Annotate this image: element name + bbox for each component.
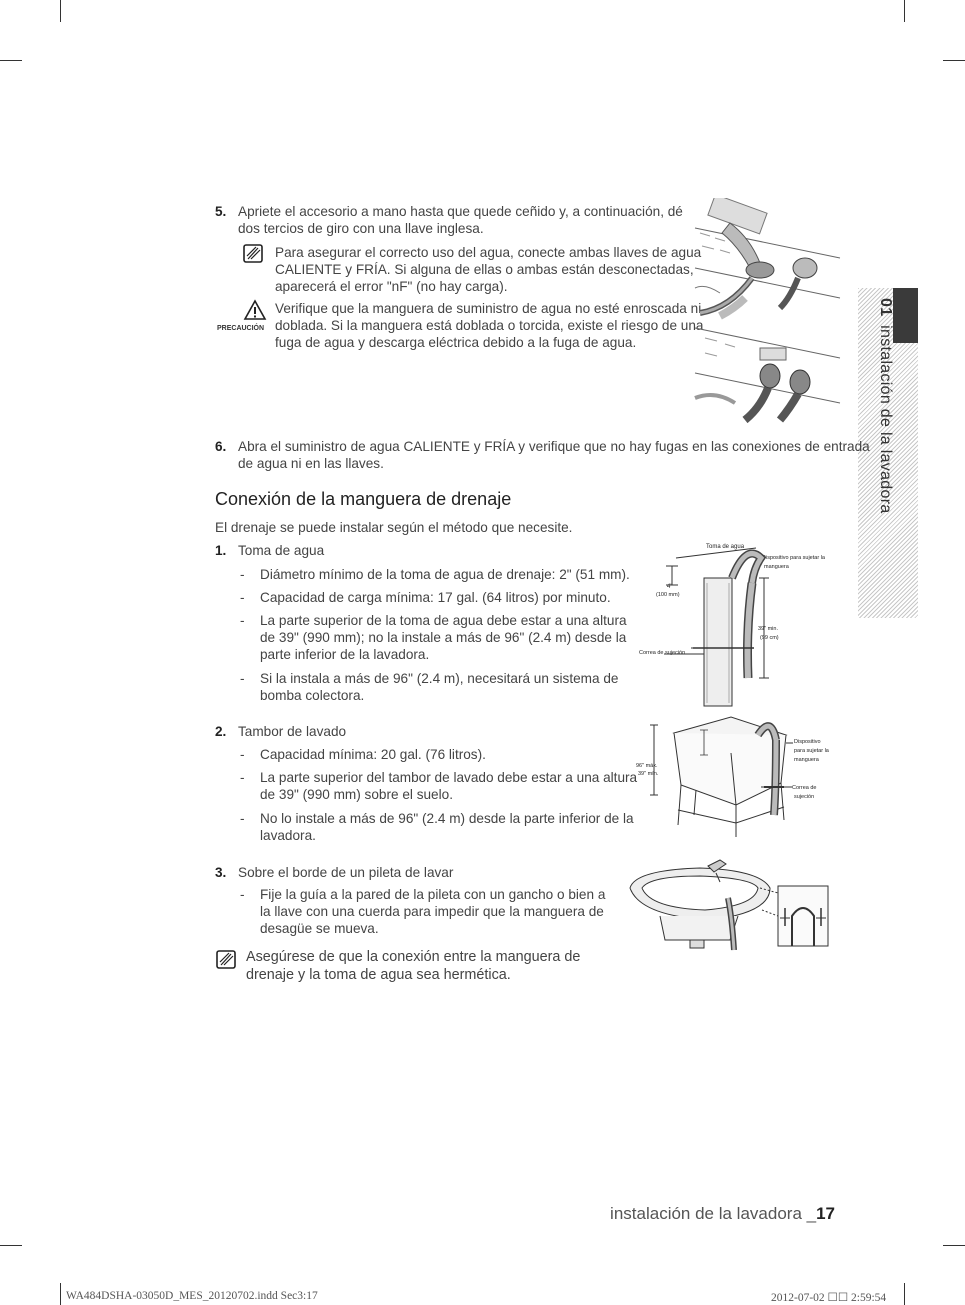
item-title: Toma de agua [238,543,325,558]
label-height: 39" mín. [638,771,659,777]
list-item: La parte superior de la toma de agua debe estar a una altura de 39" (990 mm); no la instale a más de 96" (2.4 m) desde la parte inferior de la lavadora. [260,613,627,662]
print-timestamp: 2012-07-02 ☐☐ 2:59:54 [771,1292,887,1304]
bullet-dash: - [240,671,245,686]
label-hose-holder: Dispositivo para sujetar la [762,555,825,561]
bullet-dash: - [240,747,245,762]
item-title: Sobre el borde de un pileta de lavar [238,865,454,880]
item3-note: Asegúrese de que la conexión entre la manguera de drenaje y la toma de agua sea hermética. [246,949,581,983]
step5-note: Para asegurar el correcto uso del agua, conecte ambas llaves de agua CALIENTE y FRÍA. Si alguna de ellas o ambas están desconectadas, aparecerá el error "nF" (no hay carga). [275,245,702,294]
chapter-number: 01 [877,298,894,317]
crop-mark [904,1283,905,1305]
bullet-dash: - [240,811,245,826]
caution-label: PRECAUCIÓN [217,325,265,332]
crop-mark [60,1283,61,1305]
item-number: 2. [215,724,227,739]
bullet-dash: - [240,770,245,785]
chapter-side-label [866,298,894,598]
file-slug: WA484DSHA-03050D_MES_20120702.indd Sec3:17 [66,1290,318,1302]
crop-mark [60,0,61,22]
bullet-dash: - [240,567,245,582]
standpipe-illustration [636,538,846,708]
note-icon [243,244,265,264]
crop-mark [943,1245,965,1246]
step6-text: Abra el suministro de agua CALIENTE y FRÍA y verifique que no hay fugas en las conexiones de entrada de agua ni en las llaves. [238,439,870,471]
label-dimension: 4" [667,584,673,590]
chapter-tab-marker [893,288,918,343]
crop-mark [943,60,965,61]
bullet-dash: - [240,613,245,628]
label-hose-holder: manguera [764,564,789,570]
section-intro: El drenaje se puede instalar según el método que necesite. [215,520,573,535]
item-title: Tambor de lavado [238,724,347,739]
laundry-tub-illustration [636,715,846,840]
sink-edge-illustration [620,858,832,953]
crop-mark [0,60,22,61]
chapter-label: instalación de la lavadora [877,325,894,514]
label-hose-holder: Dispositivo [794,739,821,745]
label-strap: Correa de [792,785,817,791]
label-standpipe: Toma de agua [706,544,745,550]
page-number: 17 [816,1204,835,1223]
list-item: Capacidad mínima: 20 gal. (76 litros). [260,747,486,762]
section-heading: Conexión de la manguera de drenaje [215,489,512,509]
label-height: 96" máx. [636,763,658,769]
step-number: 6. [215,439,227,454]
label-strap: Correa de sujeción [639,650,686,656]
step5-text: Apriete el accesorio a mano hasta que quede ceñido y, a continuación, dé dos tercios de giro con una llave inglesa. [238,204,683,236]
crop-mark [0,1245,22,1246]
page-footer-title: instalación de la lavadora _17 [610,1204,835,1223]
step-number: 5. [215,204,227,219]
step5-caution-text: Verifique que la manguera de suministro de agua no esté enroscada ni doblada. Si la manguera está doblada o torcida, existe el riesgo de una fuga de agua y descarga eléctrica debido a la fuga de agua. [275,301,704,350]
item-number: 1. [215,543,227,558]
crop-mark [904,0,905,22]
list-item: Si la instala a más de 96" (2.4 m), necesitará un sistema de bomba colectora. [260,671,619,703]
label-height: (99 cm) [760,635,779,641]
label-hose-holder: para sujetar la [794,748,829,754]
note-icon [216,950,238,970]
caution-icon [243,299,267,321]
list-item: Diámetro mínimo de la toma de agua de drenaje: 2" (51 mm). [260,567,630,582]
label-height: 39" min. [758,626,778,632]
list-item: Fije la guía a la pared de la pileta con un gancho o bien a la llave con una cuerda para impedir que la manguera de desagüe se mueva. [260,887,606,936]
bullet-dash: - [240,590,245,605]
label-dimension: (100 mm) [656,592,680,598]
label-hose-holder: manguera [794,757,819,763]
faucet-connection-illustration [690,198,845,423]
label-strap: sujeción [794,794,815,800]
list-item: Capacidad de carga mínima: 17 gal. (64 litros) por minuto. [260,590,611,605]
bullet-dash: - [240,887,245,902]
list-item: La parte superior del tambor de lavado debe estar a una altura de 39" (990 mm) sobre el suelo. [260,770,638,802]
item-number: 3. [215,865,227,880]
list-item: No lo instale a más de 96" (2.4 m) desde la parte inferior de la lavadora. [260,811,634,843]
